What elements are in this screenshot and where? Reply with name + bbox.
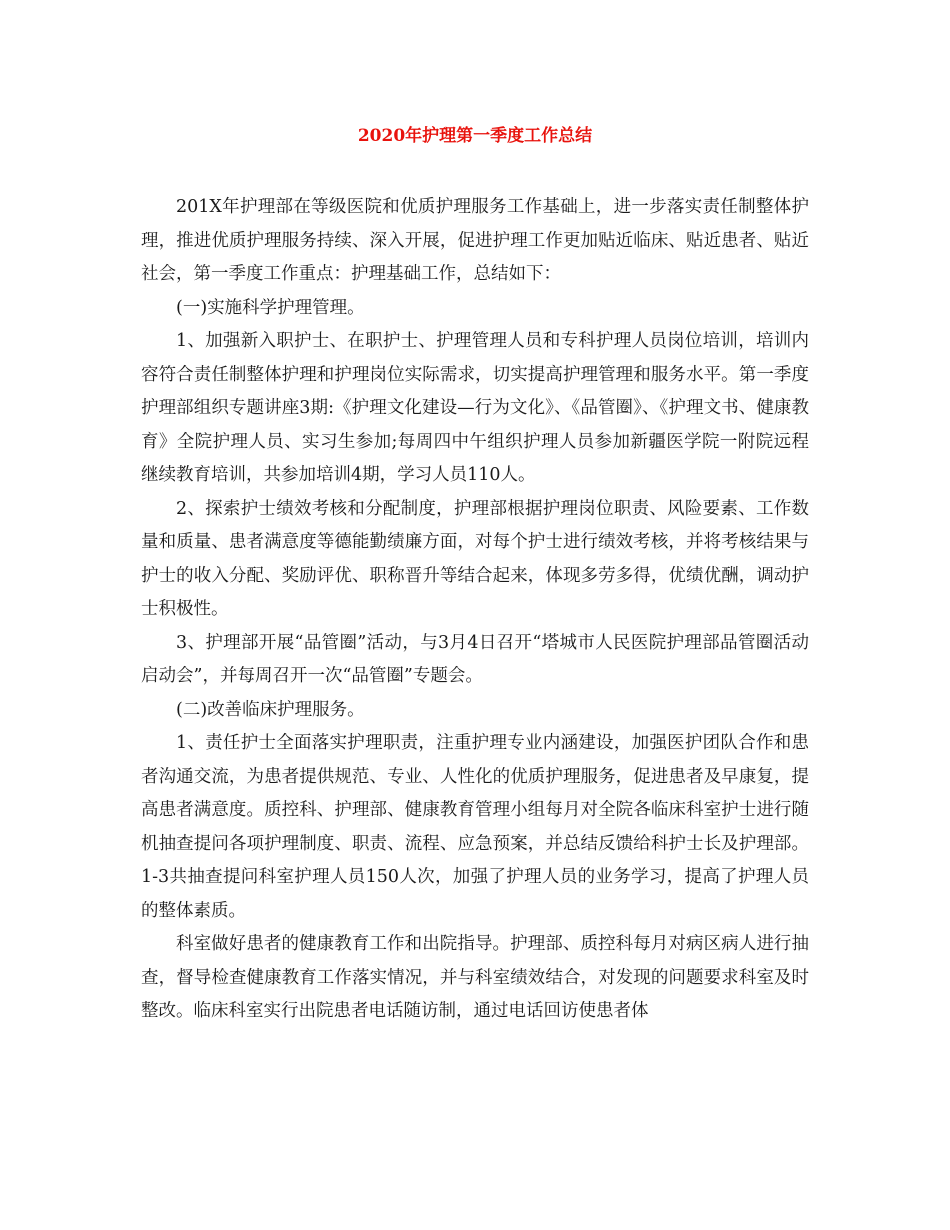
section-heading-1: (一)实施科学护理管理。 [176,297,365,318]
paragraph-2-2: 科室做好患者的健康教育工作和出院指导。护理部、质控科每月对病区病人进行抽查，督导检查健康教育工作落实情况，并与科室绩效结合，对发现的问题要求科室及时整改。临床科室实行出院患者电话随访制，通过电话回访使患者体 [141,934,809,1021]
paragraph-1-3: 3、护理部开展“品管圈”活动，与3月4日召开“塔城市人民医院护理部品管圈活动启动会”，并每周召开一次“品管圈”专题会。 [141,632,809,686]
document-title: 2020年护理第一季度工作总结 [357,126,593,146]
paragraph-1-2: 2、探索护士绩效考核和分配制度，护理部根据护理岗位职责、风险要素、工作数量和质量、患者满意度等德能勤绩廉方面，对每个护士进行绩效考核，并将考核结果与护士的收入分配、奖励评优、职称晋升等结合起来，体现多劳多得，优绩优酬，调动护士积极性。 [141,498,809,619]
document-body [141,191,809,1029]
section-heading-2: (二)改善临床护理服务。 [176,699,365,720]
paragraph-1-1: 1、加强新入职护士、在职护士、护理管理人员和专科护理人员岗位培训，培训内容符合责任制整体护理和护理岗位实际需求，切实提高护理管理和服务水平。第一季度护理部组织专题讲座3期:《护理文化建设—行为文化》、《品管圈》、《护理文书、健康教育》全院护理人员、实习生参加;每周四中午组织护理人员参加新疆医学院一附院远程继续教育培训，共参加培训4期，学习人员110人。 [141,331,809,485]
paragraph-2-1: 1、责任护士全面落实护理职责，注重护理专业内涵建设，加强医护团队合作和患者沟通交流，为患者提供规范、专业、人性化的优质护理服务，促进患者及早康复，提高患者满意度。质控科、护理部、健康教育管理小组每月对全院各临床科室护士进行随机抽查提问各项护理制度、职责、流程、应急预案，并总结反馈给科护士长及护理部。1-3共抽查提问科室护理人员150人次，加强了护理人员的业务学习，提高了护理人员的整体素质。 [141,733,809,921]
paragraph-intro: 201X年护理部在等级医院和优质护理服务工作基础上，进一步落实责任制整体护理，推进优质护理服务持续、深入开展，促进护理工作更加贴近临床、贴近患者、贴近社会，第一季度工作重点：护理基础工作，总结如下： [141,197,809,284]
